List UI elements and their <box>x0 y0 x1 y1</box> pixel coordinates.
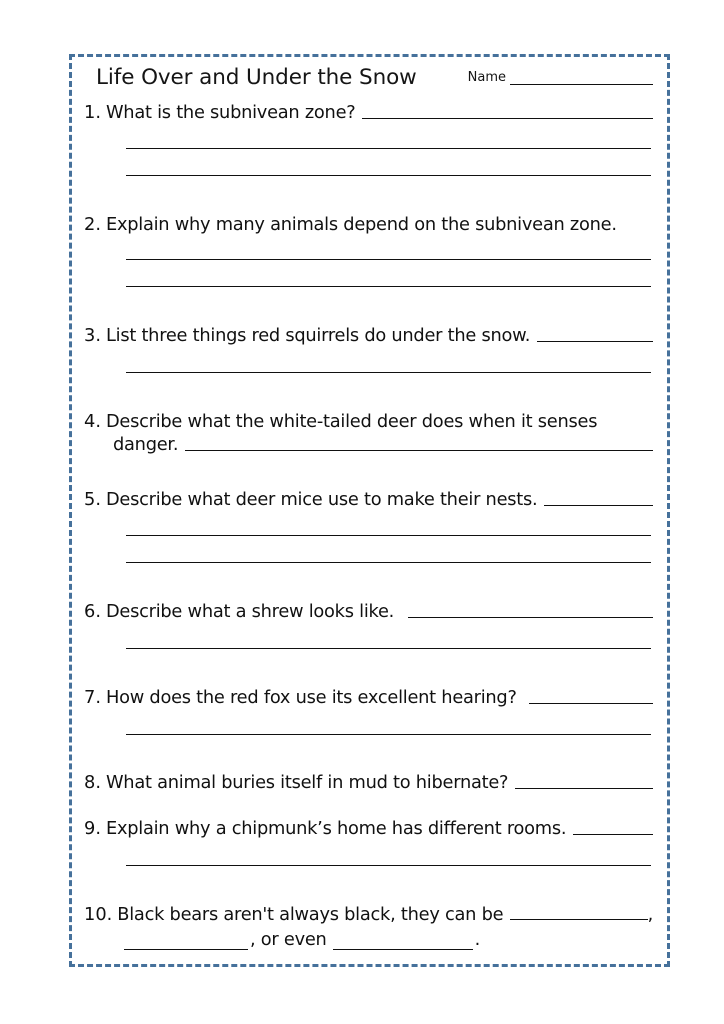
question-block-1 <box>84 104 653 176</box>
answer-blank[interactable] <box>408 617 653 618</box>
question-block-2 <box>84 213 653 287</box>
name-label: Name <box>467 70 506 85</box>
answer-blank[interactable] <box>573 834 653 835</box>
trailing-comma: , <box>647 903 653 925</box>
question-line <box>84 491 653 510</box>
question-number: 1. <box>84 102 101 123</box>
answer-blank[interactable] <box>333 936 473 950</box>
question-number: 9. <box>84 817 101 839</box>
question-text: What is the subnivean zone? <box>105 102 356 123</box>
answer-blank[interactable] <box>362 118 653 119</box>
answer-blank[interactable] <box>537 341 653 342</box>
question-block-3 <box>84 324 653 373</box>
worksheet-content <box>72 57 673 970</box>
question-block-7 <box>84 689 653 735</box>
question-text: Explain why many animals depend on the subnivean zone. <box>105 213 617 235</box>
question-number: 6. <box>84 601 101 623</box>
connector-text: , or even <box>250 929 327 951</box>
answer-line[interactable] <box>126 148 651 149</box>
question-number: 7. <box>84 687 101 709</box>
question-text: What animal buries itself in mud to hibernate? <box>105 771 509 793</box>
question-block-6 <box>84 603 653 649</box>
name-input-blank[interactable] <box>510 71 653 85</box>
question-line-continued <box>84 931 653 950</box>
worksheet-header <box>84 65 653 101</box>
answer-line[interactable] <box>126 535 651 536</box>
question-block-5 <box>84 491 653 563</box>
question-line-continued <box>84 436 653 455</box>
question-number: 2. <box>84 213 101 235</box>
question-line <box>84 903 653 925</box>
ending-period: . <box>474 929 480 951</box>
name-field-group <box>468 70 653 85</box>
answer-line[interactable] <box>126 734 651 735</box>
question-text-line2: danger. <box>113 434 179 456</box>
question-line <box>84 603 653 622</box>
answer-line[interactable] <box>126 259 651 260</box>
question-line <box>84 213 653 235</box>
question-block-4 <box>84 410 653 456</box>
question-number: 8. <box>84 771 101 793</box>
question-text: Explain why a chipmunk’s home has different rooms. <box>105 817 567 839</box>
question-text: List three things red squirrels do under the snow. <box>105 324 531 346</box>
question-text: Describe what the white-tailed deer does when it senses <box>105 410 598 432</box>
question-block-8 <box>84 771 653 793</box>
question-line <box>84 324 653 346</box>
question-number: 10. <box>84 903 113 925</box>
answer-line[interactable] <box>126 648 651 649</box>
answer-line[interactable] <box>126 175 651 176</box>
answer-line[interactable] <box>126 562 651 563</box>
answer-line[interactable] <box>126 286 651 287</box>
question-text: Describe what deer mice use to make their nests. <box>105 489 538 511</box>
question-number: 5. <box>84 489 101 511</box>
answer-blank[interactable] <box>515 788 653 789</box>
question-block-10 <box>84 903 653 951</box>
worksheet-border-frame <box>69 54 670 967</box>
question-block-9 <box>84 817 653 866</box>
question-text: How does the red fox use its excellent hearing? <box>105 687 517 709</box>
page-title: Life Over and Under the Snow <box>96 65 417 90</box>
answer-blank[interactable] <box>510 919 647 920</box>
question-line <box>84 410 653 432</box>
answer-blank[interactable] <box>529 703 653 704</box>
question-line <box>84 771 653 793</box>
question-line <box>84 104 653 123</box>
question-number: 4. <box>84 410 101 432</box>
answer-blank[interactable] <box>124 936 248 950</box>
answer-line[interactable] <box>126 372 651 373</box>
question-line <box>84 817 653 839</box>
question-text: Black bears aren't always black, they can be <box>117 903 504 925</box>
answer-blank[interactable] <box>185 450 653 451</box>
answer-line[interactable] <box>126 865 651 866</box>
question-number: 3. <box>84 324 101 346</box>
question-line <box>84 689 653 708</box>
answer-blank[interactable] <box>544 505 653 506</box>
question-text: Describe what a shrew looks like. <box>105 601 395 623</box>
